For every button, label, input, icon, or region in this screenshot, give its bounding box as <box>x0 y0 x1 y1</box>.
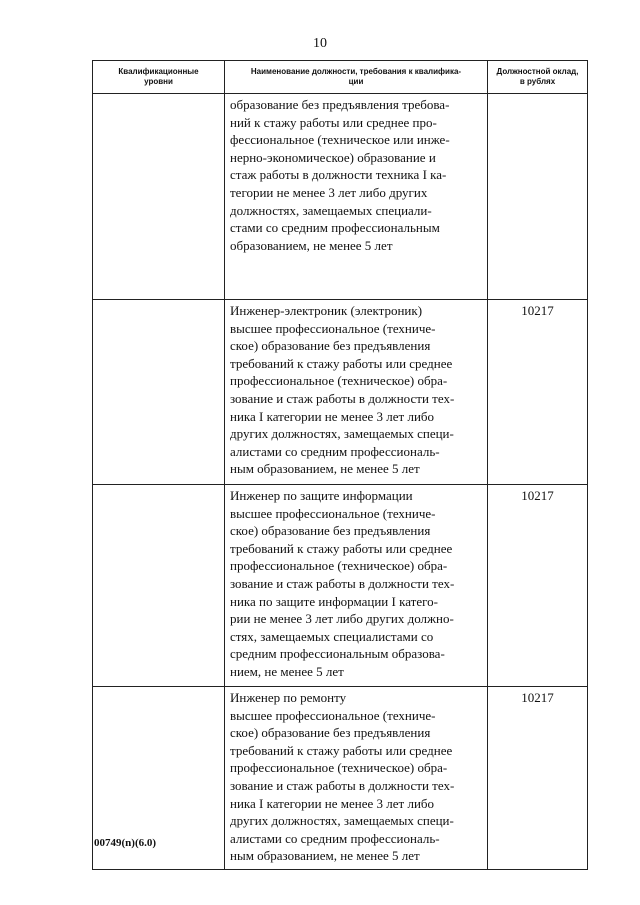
table-header <box>93 61 588 94</box>
header-salary: Должностной оклад, в рублях <box>488 61 588 94</box>
position-requirements-cell: Инженер по защите информации высшее профессиональное (техниче- ское) образование без предъявления требований к стажу работы или среднее профессиональное (техническое) обра- зование и стаж работы в должности тех- ника по защите информации I катего- рии не менее 3 лет либо других должно- стях, замещаемых специалистами со средним профессиональным образова- нием, не менее 5 лет <box>225 485 488 687</box>
table-body <box>93 94 588 870</box>
header-position-requirements: Наименование должности, требования к квалифика- ции <box>225 61 488 94</box>
level-cell <box>93 300 225 485</box>
salary-cell <box>488 94 588 300</box>
position-requirements-cell: Инженер по ремонту высшее профессиональное (техниче- ское) образование без предъявления требований к стажу работы или среднее профессиональное (техническое) обра- зование и стаж работы в должности тех- ника I категории не менее 3 лет либо других должностях, замещаемых специ- алистами со средним профессиональ- ным образованием, не менее 5 лет <box>225 687 488 870</box>
header-row <box>93 61 588 94</box>
table-row <box>93 300 588 485</box>
table-row <box>93 94 588 300</box>
document-code: 00749(n)(6.0) <box>94 837 157 849</box>
salary-cell: 10217 <box>488 687 588 870</box>
level-cell <box>93 94 225 300</box>
qualification-table <box>92 60 588 870</box>
header-qualification-levels: Квалификационные уровни <box>93 61 225 94</box>
table-row <box>93 485 588 687</box>
salary-cell: 10217 <box>488 485 588 687</box>
page-number: 10 <box>313 36 327 51</box>
level-cell <box>93 485 225 687</box>
position-requirements-cell: образование без предъявления требова- ний к стажу работы или среднее про- фессиональное (техническое или инже- нерно-экономическое) образование и стаж работы в должности техника I ка- тегории не менее 3 лет либо других должностях, замещаемых специали- стами со средним профессиональным образованием, не менее 5 лет <box>225 94 488 300</box>
salary-cell: 10217 <box>488 300 588 485</box>
position-requirements-cell: Инженер-электроник (электроник) высшее профессиональное (техниче- ское) образование без предъявления требований к стажу работы или среднее профессиональное (техническое) обра- зование и стаж работы в должности тех- ника I категории не менее 3 лет либо других должностях, замещаемых специ- алистами со средним профессиональ- ным образованием, не менее 5 лет <box>225 300 488 485</box>
table-row <box>93 687 588 870</box>
